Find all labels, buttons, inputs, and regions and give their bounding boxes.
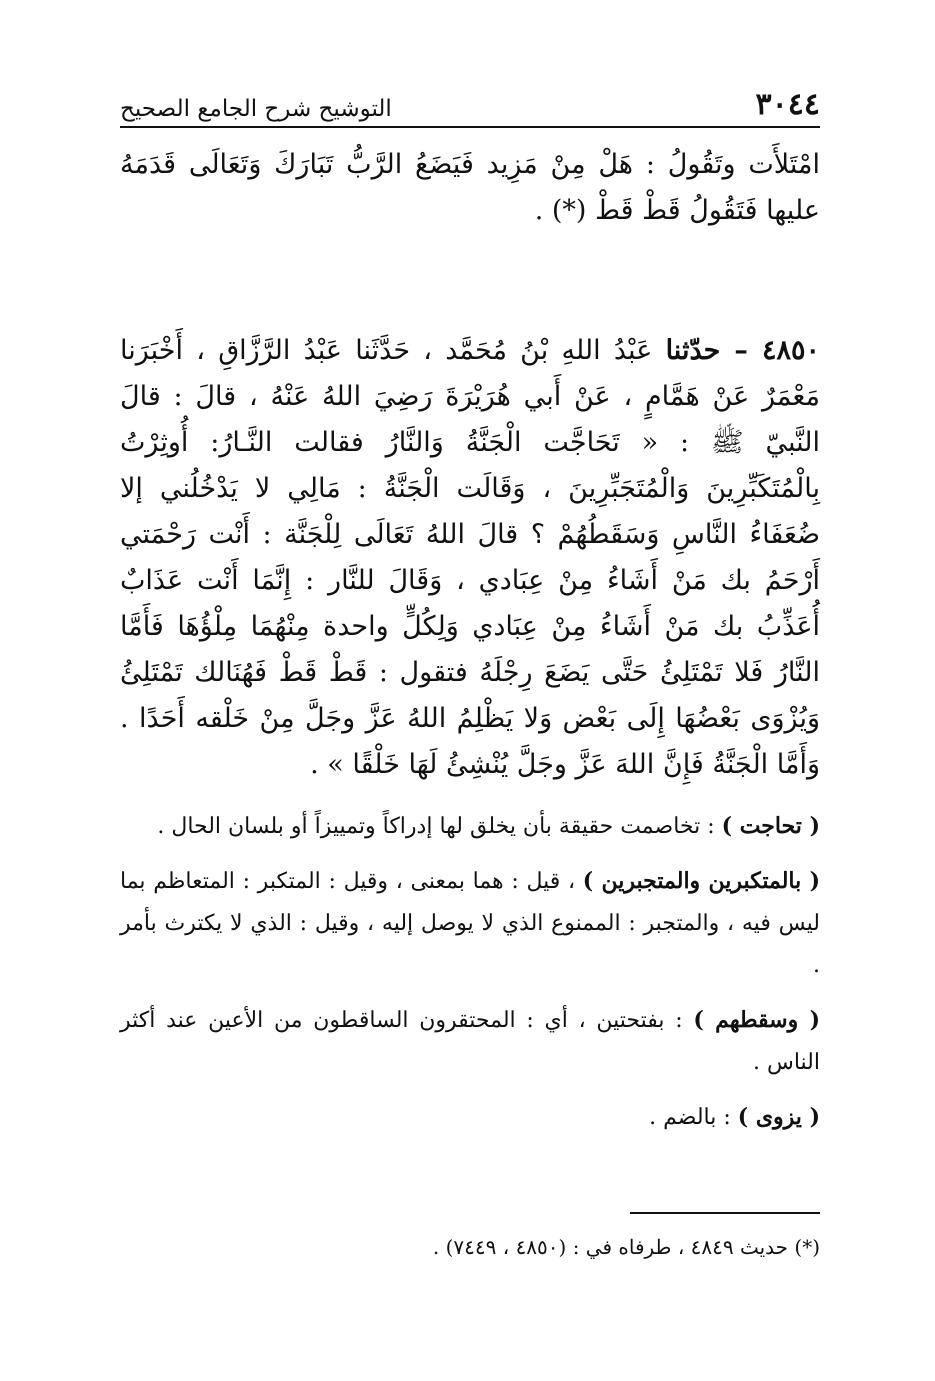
page-header	[120, 70, 820, 122]
note-text: : بفتحتين ، أي : المحتقرون الساقطون من الأعين عند أكثر الناس .	[120, 1008, 820, 1075]
note-text: ، قيل : هما بمعنى ، وقيل : المتكبر : المتعاظم بما ليس فيه ، والمتجبر : الممنوع الذي لا يوصل إليه ، وقيل : الذي لا يكترث بأمر .	[120, 869, 820, 978]
note-item	[120, 1096, 820, 1139]
hadith-text: عَبْدُ اللهِ بْنُ مُحَمَّد ، حَدَّثَنا عَبْدُ الرَّزَّاقِ ، أَخْبَرَنا مَعْمَرٌ عَنْ هَمَّامٍ ، عَنْ أَبي هُرَيْرَةَ رَضِيَ اللهُ عَنْهُ ، قالَ : قالَ النَّبيّ ﷺ : « تَحَاجَّت الْجَنَّةُ وَالنَّارُ فقالت النَّـارُ: أُوثِرْتُ بِالْمُتَكَبِّرِينَ وَالْمُتَجَبِّرِينَ ، وَقَالَت الْجَنَّةُ : مَالِي لا يَدْخُلُني إلا ضُعَفَاءُ النَّاسِ وَسَقَطُهُمْ ؟ قالَ اللهُ تَعَالَى لِلْجَنَّة : أَنْت رَحْمَتي أَرْحَمُ بك مَنْ أَشَاءُ مِنْ عِبَادي ، وَقَالَ للنَّار : إِنَّمَا أَنْت عَذَابٌ أُعَذِّبُ بك مَنْ أَشَاءُ مِنْ عِبَادي وَلِكُلٍّ واحدة مِنْهُمَا مِلْؤُهَا فَأَمَّا النَّارُ فَلا تَمْتَلِئُ حَتَّى يَضَعَ رِجْلَهُ فتقول : قَطْ قَطْ فَهُنَالك تَمْتَلِئُ وَيُزْوَى بَعْضُهَا إِلَى بَعْض وَلا يَظْلِمُ اللهُ عَزَّ وجَلَّ مِنْ خَلْقه أَحَدًا . وَأَمَّا الْجَنَّةُ فَإِنَّ اللهَ عَزَّ وجَلَّ يُنْشِئُ لَهَا خَلْقًا » .	[120, 335, 820, 780]
footnote: (*) حديث ٤٨٤٩ ، طرفاه في : (٤٨٥٠ ، ٧٤٤٩) .	[432, 1235, 820, 1259]
note-term: ( تحاجت )	[721, 813, 820, 839]
note-text: : تخاصمت حقيقة بأن يخلق لها إدراكاً وتمييزاً أو بلسان الحال .	[157, 814, 722, 839]
hadith-number-intro: ٤٨٥٠ – حدّثنا	[665, 335, 820, 366]
note-term: ( وسقطهم )	[693, 1007, 820, 1033]
note-item	[120, 805, 820, 848]
note-term: ( بالمتكبرين والمتجبرين )	[582, 868, 820, 894]
hadith-4850	[120, 328, 820, 788]
running-title: التوشيح شرح الجامع الصحيح	[120, 96, 392, 122]
book-page	[120, 70, 820, 1259]
previous-hadith-ending	[120, 142, 820, 234]
note-item	[120, 860, 820, 987]
note-term: ( يزوى )	[737, 1104, 820, 1130]
previous-hadith-text: امْتَلأَت وتَقُولُ : هَلْ مِنْ مَزِيد فَيَضَعُ الرَّبُّ تَبَارَكَ وَتَعَالَى قَدَمَهُ عليها فَتَقُولُ قَطْ قَطْ (*) .	[120, 149, 820, 226]
page-number: ٣٠٤٤	[755, 87, 820, 122]
note-item	[120, 999, 820, 1084]
note-text: : بالضم .	[649, 1105, 738, 1130]
commentary-notes	[120, 805, 820, 1151]
header-divider	[120, 126, 820, 128]
footnote-divider	[630, 1212, 820, 1214]
